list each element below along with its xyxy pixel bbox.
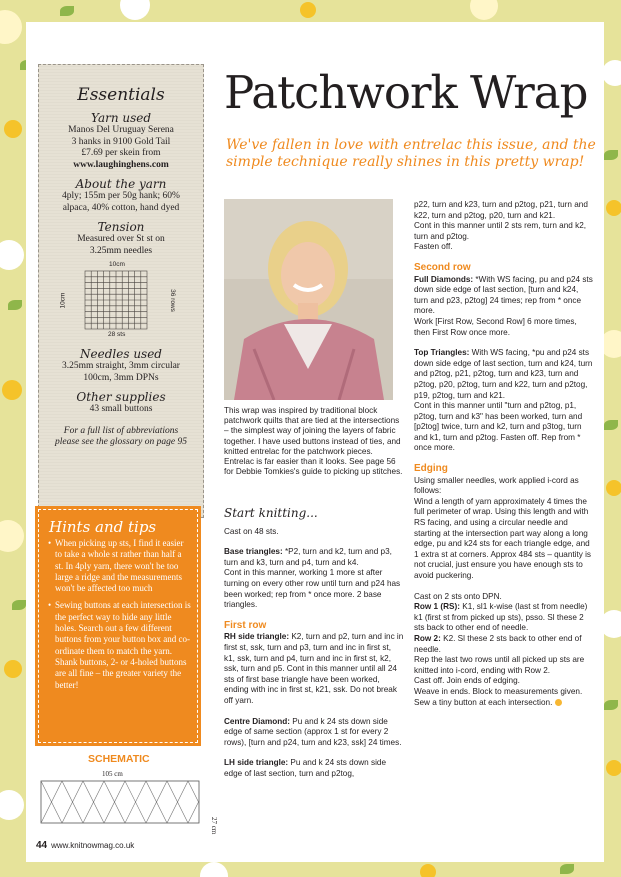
gauge-width-label: 10cm <box>109 261 125 268</box>
weave-text: Weave in ends. Block to measurements given. <box>414 686 583 696</box>
cast-on-dpn-text: Cast on 2 sts onto DPN. <box>414 591 502 601</box>
lh-side-triangle-label: LH side triangle: <box>224 758 289 768</box>
abbreviations-line: please see the glossary on page 95 <box>55 437 187 447</box>
yarn-used-heading: Yarn used <box>90 111 152 125</box>
needles-line: 3.25mm straight, 3mm circular <box>62 361 180 371</box>
base-triangles-text: *P2, turn and k2, turn and p3, turn and k3, turn and p4, turn and k4. <box>224 547 392 567</box>
lh-side-triangle-para <box>224 758 404 779</box>
rh-side-triangle-text: K2, turn and p2, turn and inc in first st, ssk, turn and p3, turn and inc in first st, k1, ssk, turn and p4, turn and inc in first st, k2, ssk, turn and p5. Cont in this manner until all 24 sts of first base triangle have been worked, ending with inc in first st, k21, ssk. Do not break off yarn. <box>224 632 404 705</box>
full-diamonds-label: Full Diamonds: <box>414 274 474 284</box>
magazine-page <box>26 22 604 862</box>
top-triangles-text: With WS facing, *pu and p24 sts down side edge of last section, turn and k24, turn and p2tog, p21, p2tog, turn and k23, turn and p2tog, p20, p2tog, turn and k22, turn and p2tog, p19, p2tog, turn and k21. <box>414 348 593 400</box>
yarn-used-line: 3 hanks in 9100 Gold Tail <box>71 136 171 147</box>
hints-panel <box>38 509 198 743</box>
repeat-text: Rep the last two rows until all picked up sts are knitted into i-cord, ending with Row 2. <box>414 655 585 675</box>
intro-paragraph: This wrap was inspired by traditional block patchwork quilts that are tied at the intersections – the simplest way of joining the layers of fabric together. I have used buttons instead of ties, and knitted entrelac for the patchwork pieces. Entrelac is far easier than it looks. See page 56 for Debbie Tomkies's guide to picking up stitches. <box>224 406 403 477</box>
page-title: Patchwork Wrap <box>224 66 588 119</box>
second-row-heading: Second row <box>414 261 471 273</box>
tension-line: Measured over St st on <box>77 234 165 244</box>
lh-cont-text: p22, turn and k23, turn and p2tog, p21, turn and k22, turn and p2tog, p20, turn and k21. <box>414 200 588 220</box>
magazine-url[interactable]: www.knitnowmag.co.uk <box>51 841 135 850</box>
first-row-heading: First row <box>224 619 267 631</box>
abbreviations-line: For a full list of abbreviations <box>63 425 179 436</box>
gauge-sts-label: 28 sts <box>108 331 126 338</box>
edging-text-2: Wind a length of yarn approximately 4 times the full perimeter of wrap. Using this length and with RS facing, and using a circular needle and starting at the intersection part way along a long edge, pu and k24 sts for each triangle edge, and 1 extra st at corners. Approx 484 sts – quantity is not crucial, just ensure you have enough sts to avoid puckering. <box>414 496 592 580</box>
sew-button-text: Sew a tiny button at each intersection. <box>414 697 553 707</box>
needles-heading: Needles used <box>80 347 162 361</box>
gauge-grid <box>61 261 181 341</box>
row-1-label: Row 1 (RS): <box>414 602 460 612</box>
about-yarn-line: 4ply; 155m per 50g hank; 60% <box>62 191 180 201</box>
start-knitting-heading: Start knitting... <box>224 506 318 520</box>
other-supplies-line: 43 small buttons <box>89 404 153 414</box>
centre-diamond-text: Pu and k 24 sts down side edge of same section (approx 1 st for every 2 rows), [turn and p24, turn and k23, ssk] 24 times. <box>224 716 402 747</box>
yarn-used-line: £7.69 per skein from <box>81 148 161 158</box>
about-yarn-line: alpaca, 40% cotton, hand dyed <box>62 202 180 213</box>
edging-heading: Edging <box>414 463 448 475</box>
page-number: 44 <box>36 840 48 851</box>
lh-cont-text-2: Cont in this manner until 2 sts rem, turn and k2, turn and p2tog. <box>414 221 587 241</box>
hint-item: • Sewing buttons at each intersection is the perfect way to hide any little holes. Search out a few different buttons from your button box and co-ordinate them to match the yarn. Shank buttons, 2- or 4-holed buttons are all fine – the greater variety the better! <box>49 600 191 690</box>
about-yarn-heading: About the yarn <box>75 177 167 191</box>
top-triangles-para <box>414 348 594 454</box>
schematic-diagram <box>40 780 202 826</box>
row-2-label: Row 2: <box>414 633 441 643</box>
rh-side-triangle-label: RH side triangle: <box>224 632 290 642</box>
gauge-height-label: 10cm <box>59 292 67 309</box>
gauge-rows-label: 36 rows <box>168 289 176 312</box>
end-mark-icon <box>555 699 562 706</box>
row-2-text: K2. Sl these 2 sts back to other end of needle. <box>414 633 582 654</box>
essentials-panel <box>38 64 204 518</box>
essentials-title: Essentials <box>77 85 165 105</box>
lh-side-triangle-text: Pu and k 24 sts down side edge of last section, turn and p2tog, <box>224 758 387 778</box>
row-1-para <box>414 602 594 634</box>
rh-side-triangle-para <box>224 632 404 706</box>
gauge-diagram <box>61 261 181 341</box>
model-photo <box>224 199 393 400</box>
base-triangles-cont: Cont in this manner, working 1 more st after turning on every other row until turn and p24 has been worked; rep from * once more. 2 base triangles. <box>224 568 401 610</box>
top-triangles-cont: Cont in this manner until "turn and p2tog, p1, p2tog, turn and k3" has been worked, turn and [p2tog] twice, turn and k2, turn and p3tog, turn and k1, turn and p2tog. Fasten off. Rep from * once more. <box>414 401 583 453</box>
centre-diamond-para <box>224 717 404 749</box>
base-triangles-para <box>224 547 404 611</box>
other-supplies-heading: Other supplies <box>76 390 166 404</box>
hints-title: Hints and tips <box>49 518 157 536</box>
tension-line: 3.25mm needles <box>89 245 153 256</box>
top-triangles-label: Top Triangles: <box>414 348 470 358</box>
schematic-height-label: 27 cm <box>210 817 218 835</box>
cast-on-text: Cast on 48 sts. <box>224 526 279 536</box>
folio <box>36 840 134 851</box>
cast-off-text: Cast off. Join ends of edging. <box>414 676 520 686</box>
yarn-supplier-url[interactable]: www.laughinghens.com <box>73 159 169 170</box>
row-1-text: K1, sl1 k-wise (last st from needle) k1 (first st from picked up sts), psso. Sl these 2 sts back to other end of needle. <box>414 602 588 633</box>
row-2-para <box>414 634 594 655</box>
instructions-column-1 <box>224 508 404 789</box>
model-wearing-wrap-image <box>224 199 393 400</box>
schematic-title: SCHEMATIC <box>88 753 150 765</box>
base-triangles-label: Base triangles: <box>224 547 283 557</box>
tension-heading: Tension <box>97 220 145 234</box>
full-diamonds-work: Work [First Row, Second Row] 6 more times, then First Row once more. <box>414 316 577 337</box>
full-diamonds-text: *With WS facing, pu and p24 sts down side edge of last section, [turn and k24, turn and p23, p2tog] 24 times; rep from * once more. <box>414 274 593 316</box>
edging-text: Using smaller needles, work applied i-cord as follows: <box>414 475 579 496</box>
schematic-width-label: 105 cm <box>102 770 123 778</box>
hint-item: • When picking up sts, I find it easier to take a whole st rather than half a st. In 4ply yarn, there won't be too large a ridge and the measurements won't be affected too much <box>49 538 191 594</box>
yarn-used-line: Manos Del Uruguay Serena <box>68 125 174 135</box>
centre-diamond-label: Centre Diamond: <box>224 716 290 726</box>
sew-button-para <box>414 698 594 709</box>
standfirst: We've fallen in love with entrelac this issue, and the simple technique really shines in this pretty wrap! <box>226 137 596 170</box>
needles-line: 100cm, 3mm DPNs <box>83 372 159 383</box>
fasten-off-text: Fasten off. <box>414 242 453 252</box>
instructions-column-2 <box>414 200 594 718</box>
full-diamonds-para <box>414 275 594 317</box>
